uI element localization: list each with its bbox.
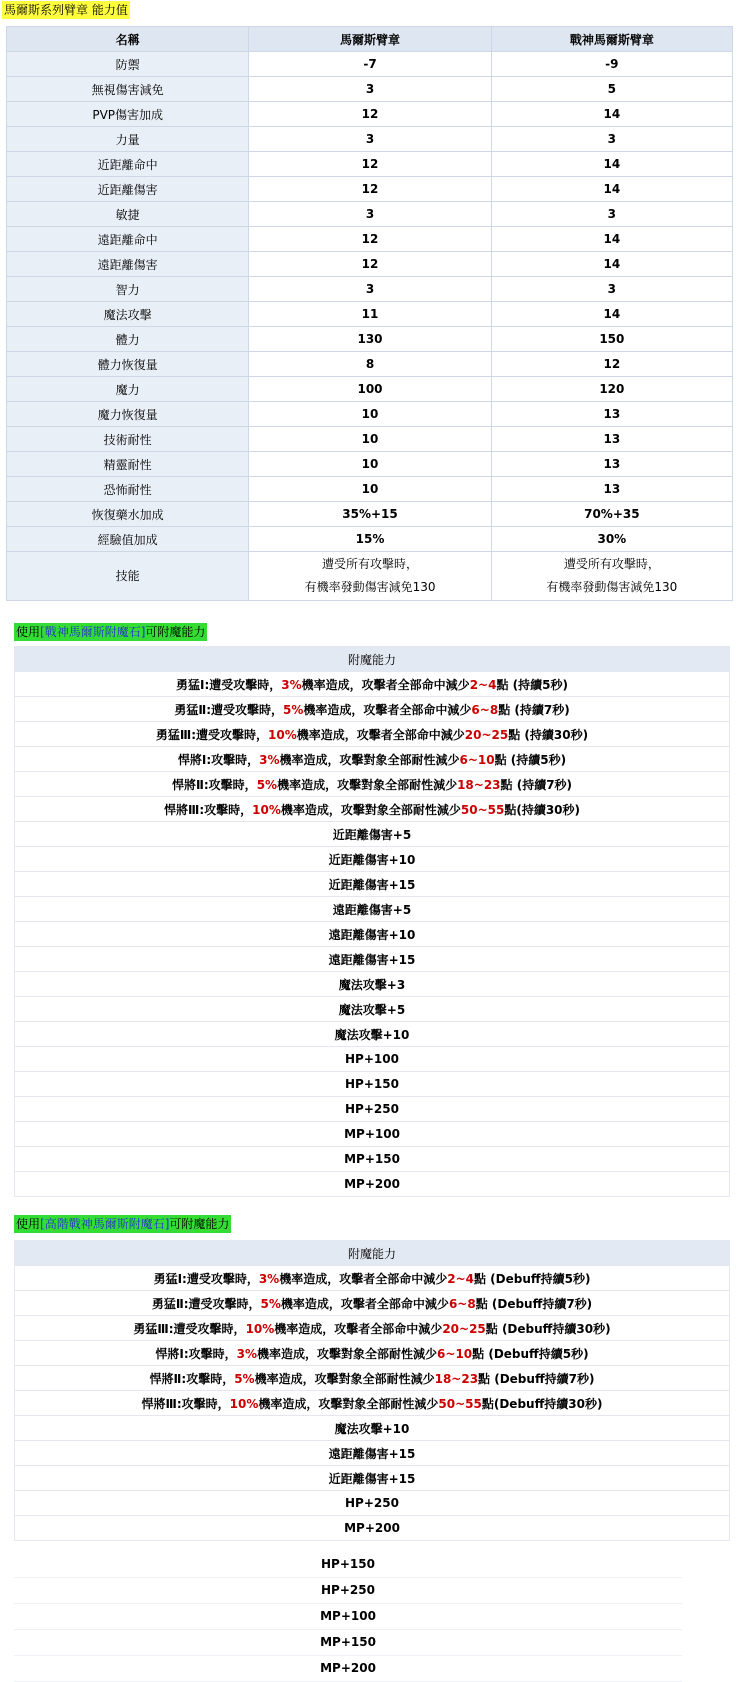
stat-value-cell: 70%+35 xyxy=(491,502,732,527)
stat-value-cell: 100 xyxy=(249,377,491,402)
table-row xyxy=(15,947,730,972)
enchant-ability-cell: HP+250 xyxy=(15,1097,730,1122)
ability-text: 機率造成，攻擊者全部命中減少 xyxy=(301,677,470,692)
stat-value-cell: -7 xyxy=(249,52,491,77)
table-row xyxy=(15,847,730,872)
stat-value-cell: 10 xyxy=(249,402,491,427)
table-row xyxy=(15,772,730,797)
table-row xyxy=(15,747,730,772)
table-row xyxy=(15,1266,730,1291)
table-row xyxy=(15,972,730,997)
ability-text: 機率造成，攻擊對象全部耐性減少 xyxy=(258,1396,439,1411)
enchant-ability-cell: 遠距離傷害+10 xyxy=(15,922,730,947)
table-row xyxy=(15,1416,730,1441)
stat-value-cell: 10 xyxy=(249,477,491,502)
table-row xyxy=(7,227,733,252)
table-row xyxy=(15,1366,730,1391)
ability-amount: 6~10 xyxy=(437,1346,473,1361)
table-row xyxy=(7,302,733,327)
table-row xyxy=(7,177,733,202)
ability-text: 勇猛Ⅱ:遭受攻擊時， xyxy=(174,702,284,717)
stat-name-cell: 力量 xyxy=(7,127,249,152)
enchant-ability-cell: 魔法攻擊+5 xyxy=(15,997,730,1022)
stat-value-cell: 5 xyxy=(491,77,732,102)
stat-value-cell: 13 xyxy=(491,477,732,502)
section2-enchant-table xyxy=(14,1240,730,1541)
ability-amount: 6~10 xyxy=(459,752,495,767)
stat-value-cell: 3 xyxy=(249,77,491,102)
stat-name-cell: 恐怖耐性 xyxy=(7,477,249,502)
ability-text: 悍將Ⅲ:攻擊時， xyxy=(141,1396,230,1411)
list-item: MP+100 xyxy=(14,1604,682,1630)
ability-text: 悍將Ⅱ:攻擊時， xyxy=(149,1371,235,1386)
ability-text: 機率造成，攻擊對象全部耐性減少 xyxy=(277,777,458,792)
ability-text: 點 (持續7秒) xyxy=(498,702,570,717)
table-row xyxy=(15,1316,730,1341)
table-row xyxy=(15,1441,730,1466)
ability-amount: 50~55 xyxy=(438,1396,482,1411)
stat-value-cell: 30% xyxy=(491,527,732,552)
table-row xyxy=(7,452,733,477)
enchant-ability-cell: 魔法攻擊+10 xyxy=(15,1416,730,1441)
enchant-ability-cell: 魔法攻擊+10 xyxy=(15,1022,730,1047)
table-row xyxy=(15,697,730,722)
section2-enchant-body xyxy=(15,1241,730,1541)
enchant-ability-cell xyxy=(15,697,730,722)
table-row xyxy=(7,277,733,302)
table-row xyxy=(15,1491,730,1516)
ability-chance: 3% xyxy=(258,1271,280,1286)
ability-text: 點 (持續30秒) xyxy=(508,727,589,742)
stat-value-cell: 14 xyxy=(491,252,732,277)
stat-name-cell: 經驗值加成 xyxy=(7,527,249,552)
enchant-ability-cell xyxy=(15,747,730,772)
table-row xyxy=(15,722,730,747)
ability-text: 機率造成，攻擊者全部命中減少 xyxy=(303,702,472,717)
stat-name-cell: 技術耐性 xyxy=(7,427,249,452)
table-row xyxy=(7,502,733,527)
ability-chance: 5% xyxy=(256,777,278,792)
enchant-ability-cell xyxy=(15,1366,730,1391)
ability-chance: 5% xyxy=(260,1296,281,1311)
enchant-ability-cell xyxy=(15,1316,730,1341)
ability-amount: 6~8 xyxy=(471,702,499,717)
table-row xyxy=(15,1341,730,1366)
stat-value-cell: 14 xyxy=(491,152,732,177)
ability-amount: 18~23 xyxy=(457,777,501,792)
ability-amount: 2~4 xyxy=(447,1271,474,1286)
stat-value-cell: 14 xyxy=(491,302,732,327)
stat-value-cell: 3 xyxy=(249,127,491,152)
trailing-list xyxy=(14,1552,682,1682)
ability-chance: 3% xyxy=(259,752,280,767)
enchant-header-cell: 附魔能力 xyxy=(15,647,730,672)
table-row xyxy=(7,402,733,427)
section2-label xyxy=(14,1215,231,1233)
stat-value-cell: 3 xyxy=(491,127,732,152)
skill-value-cell xyxy=(249,552,491,601)
section1-label xyxy=(14,623,207,641)
enchant-ability-cell: MP+150 xyxy=(15,1147,730,1172)
ability-text: 悍將Ⅲ:攻擊時， xyxy=(163,802,253,817)
stat-value-cell: 10 xyxy=(249,427,491,452)
enchant-ability-cell: 遠距離傷害+15 xyxy=(15,1441,730,1466)
skill-line: 有機率發動傷害減免130 xyxy=(304,580,436,594)
stat-value-cell: 3 xyxy=(249,202,491,227)
section1-label-post: 可附魔能力 xyxy=(145,625,206,639)
list-item: HP+250 xyxy=(14,1578,682,1604)
ability-amount: 18~23 xyxy=(434,1371,479,1386)
table-row xyxy=(15,897,730,922)
ability-text: 勇猛Ⅲ:遭受攻擊時， xyxy=(133,1321,246,1336)
stat-value-cell: -9 xyxy=(491,52,732,77)
skill-value-cell xyxy=(491,552,732,601)
stat-value-cell: 130 xyxy=(249,327,491,352)
enchant-ability-cell xyxy=(15,1266,730,1291)
table-row xyxy=(15,822,730,847)
list-item: MP+150 xyxy=(14,1630,682,1656)
table-row xyxy=(7,252,733,277)
stat-value-cell: 8 xyxy=(249,352,491,377)
stat-name-cell: 體力恢復量 xyxy=(7,352,249,377)
stat-value-cell: 12 xyxy=(249,177,491,202)
ability-text: 悍將Ⅰ:攻擊時， xyxy=(155,1346,237,1361)
ability-text: 點 (持續5秒) xyxy=(496,677,568,692)
table-row xyxy=(7,202,733,227)
stat-value-cell: 12 xyxy=(249,152,491,177)
ability-text: 悍將Ⅱ:攻擊時， xyxy=(171,777,257,792)
enchant-ability-cell: HP+100 xyxy=(15,1047,730,1072)
stat-value-cell: 14 xyxy=(491,227,732,252)
stat-value-cell: 13 xyxy=(491,427,732,452)
table-row xyxy=(7,52,733,77)
skill-line: 遭受所有攻擊時， xyxy=(322,557,419,571)
stat-name-cell: 遠距離命中 xyxy=(7,227,249,252)
section1-label-pre: 使用 xyxy=(16,625,41,639)
stat-name-cell: 近距離命中 xyxy=(7,152,249,177)
enchant-ability-cell xyxy=(15,1291,730,1316)
table-row xyxy=(7,152,733,177)
table-row xyxy=(15,672,730,697)
stat-value-cell: 14 xyxy=(491,177,732,202)
table-row xyxy=(7,527,733,552)
stat-value-cell: 12 xyxy=(491,352,732,377)
stat-value-cell: 10 xyxy=(249,452,491,477)
ability-chance: 5% xyxy=(283,702,304,717)
table-row xyxy=(7,327,733,352)
table-row xyxy=(7,127,733,152)
section1-enchant-body xyxy=(15,647,730,1197)
stats-header-cell: 名稱 xyxy=(7,27,249,52)
table-row xyxy=(7,427,733,452)
table-row xyxy=(7,77,733,102)
stat-name-cell: 體力 xyxy=(7,327,249,352)
ability-amount: 50~55 xyxy=(460,802,505,817)
stat-value-cell: 15% xyxy=(249,527,491,552)
stat-value-cell: 3 xyxy=(491,202,732,227)
ability-text: 機率造成，攻擊對象全部耐性減少 xyxy=(280,802,461,817)
ability-chance: 3% xyxy=(236,1346,258,1361)
table-row xyxy=(15,1391,730,1416)
ability-text: 機率造成，攻擊者全部命中減少 xyxy=(274,1321,443,1336)
table-row xyxy=(15,1022,730,1047)
stat-name-cell: 近距離傷害 xyxy=(7,177,249,202)
ability-amount: 2~4 xyxy=(469,677,497,692)
stat-value-cell: 35%+15 xyxy=(249,502,491,527)
stat-value-cell: 3 xyxy=(249,277,491,302)
table-row xyxy=(15,1291,730,1316)
stat-name-cell: 無視傷害減免 xyxy=(7,77,249,102)
stat-name-cell: 魔法攻擊 xyxy=(7,302,249,327)
skill-line: 遭受所有攻擊時， xyxy=(563,557,660,571)
ability-chance: 10% xyxy=(252,802,281,817)
ability-text: 點(Debuff持續30秒) xyxy=(481,1396,603,1411)
enchant-ability-cell: HP+150 xyxy=(15,1072,730,1097)
stat-value-cell: 14 xyxy=(491,102,732,127)
stat-value-cell: 120 xyxy=(491,377,732,402)
table-row xyxy=(15,1172,730,1197)
ability-text: 勇猛Ⅱ:遭受攻擊時， xyxy=(151,1296,261,1311)
skill-name-cell: 技能 xyxy=(7,552,249,601)
ability-amount: 6~8 xyxy=(448,1296,476,1311)
stat-value-cell: 12 xyxy=(249,102,491,127)
enchant-ability-cell: 遠距離傷害+15 xyxy=(15,947,730,972)
ability-text: 點 (Debuff持續7秒) xyxy=(478,1371,595,1386)
table-row xyxy=(15,1466,730,1491)
table-row xyxy=(15,797,730,822)
ability-text: 機率造成，攻擊對象全部耐性減少 xyxy=(257,1346,438,1361)
enchant-ability-cell xyxy=(15,797,730,822)
table-row xyxy=(15,1516,730,1541)
table-row xyxy=(15,1072,730,1097)
skill-line: 有機率發動傷害減免130 xyxy=(546,580,678,594)
stat-value-cell: 12 xyxy=(249,227,491,252)
ability-chance: 10% xyxy=(245,1321,275,1336)
table-row xyxy=(7,102,733,127)
table-row xyxy=(15,1097,730,1122)
enchant-header-row xyxy=(15,1241,730,1266)
ability-text: 點 (持續7秒) xyxy=(500,777,573,792)
skill-row xyxy=(7,552,733,601)
stat-value-cell: 12 xyxy=(249,252,491,277)
ability-text: 點 (Debuff持續5秒) xyxy=(473,1271,591,1286)
table-row xyxy=(7,477,733,502)
enchant-ability-cell xyxy=(15,672,730,697)
table-row xyxy=(15,1122,730,1147)
enchant-ability-cell: 近距離傷害+5 xyxy=(15,822,730,847)
ability-text: 機率造成，攻擊者全部命中減少 xyxy=(279,1271,448,1286)
enchant-ability-cell: MP+100 xyxy=(15,1122,730,1147)
ability-text: 點(持續30秒) xyxy=(504,802,581,817)
table-row xyxy=(15,1147,730,1172)
stat-value-cell: 13 xyxy=(491,402,732,427)
ability-text: 點 (持續5秒) xyxy=(494,752,567,767)
section2-label-post: 可附魔能力 xyxy=(169,1217,230,1231)
ability-text: 點 (Debuff持續7秒) xyxy=(475,1296,593,1311)
list-item: MP+200 xyxy=(14,1656,682,1682)
ability-text: 點 (Debuff持續30秒) xyxy=(485,1321,611,1336)
ability-text: 機率造成，攻擊對象全部耐性減少 xyxy=(279,752,460,767)
enchant-ability-cell: 近距離傷害+15 xyxy=(15,1466,730,1491)
page-title: 馬爾斯系列臂章 能力值 xyxy=(4,3,128,17)
enchant-ability-cell xyxy=(15,722,730,747)
enchant-ability-cell xyxy=(15,1391,730,1416)
table-row xyxy=(15,1047,730,1072)
enchant-ability-cell: HP+250 xyxy=(15,1491,730,1516)
ability-text: 機率造成，攻擊對象全部耐性減少 xyxy=(254,1371,435,1386)
stat-value-cell: 11 xyxy=(249,302,491,327)
section1-enchant-table xyxy=(14,646,730,1197)
stat-name-cell: PVP傷害加成 xyxy=(7,102,249,127)
stat-name-cell: 精靈耐性 xyxy=(7,452,249,477)
ability-text: 勇猛Ⅲ:遭受攻擊時， xyxy=(155,727,269,742)
table-row xyxy=(7,352,733,377)
ability-amount: 20~25 xyxy=(442,1321,486,1336)
stat-name-cell: 魔力恢復量 xyxy=(7,402,249,427)
table-row xyxy=(15,922,730,947)
stat-value-cell: 13 xyxy=(491,452,732,477)
stats-header-cell: 戰神馬爾斯臂章 xyxy=(491,27,732,52)
ability-text: 機率造成，攻擊者全部命中減少 xyxy=(296,727,465,742)
enchant-ability-cell: MP+200 xyxy=(15,1516,730,1541)
enchant-header-row xyxy=(15,647,730,672)
ability-chance: 3% xyxy=(281,677,302,692)
enchant-stone-link[interactable]: [戰神馬爾斯附魔石] xyxy=(40,625,146,639)
ability-chance: 5% xyxy=(234,1371,255,1386)
table-row xyxy=(15,872,730,897)
stat-value-cell: 3 xyxy=(491,277,732,302)
table-row xyxy=(15,997,730,1022)
ability-text: 機率造成，攻擊者全部命中減少 xyxy=(280,1296,449,1311)
ability-text: 勇猛Ⅰ:遭受攻擊時， xyxy=(176,677,282,692)
enchant-ability-cell xyxy=(15,772,730,797)
ability-text: 悍將Ⅰ:攻擊時， xyxy=(177,752,260,767)
ability-chance: 10% xyxy=(268,727,297,742)
enchant-ability-cell: 魔法攻擊+3 xyxy=(15,972,730,997)
enchant-ability-cell: 遠距離傷害+5 xyxy=(15,897,730,922)
stat-name-cell: 魔力 xyxy=(7,377,249,402)
stat-name-cell: 防禦 xyxy=(7,52,249,77)
ability-text: 勇猛Ⅰ:遭受攻擊時， xyxy=(153,1271,259,1286)
stats-table xyxy=(6,26,733,601)
stat-name-cell: 智力 xyxy=(7,277,249,302)
stats-table-body xyxy=(7,27,733,601)
stats-header-cell: 馬爾斯臂章 xyxy=(249,27,491,52)
ability-amount: 20~25 xyxy=(464,727,509,742)
advanced-enchant-stone-link[interactable]: [高階戰神馬爾斯附魔石] xyxy=(40,1217,170,1231)
enchant-ability-cell: 近距離傷害+15 xyxy=(15,872,730,897)
ability-text: 點 (Debuff持續5秒) xyxy=(472,1346,589,1361)
section2-label-pre: 使用 xyxy=(16,1217,41,1231)
list-item: HP+150 xyxy=(14,1552,682,1578)
ability-chance: 10% xyxy=(229,1396,259,1411)
stat-name-cell: 遠距離傷害 xyxy=(7,252,249,277)
table-row xyxy=(7,377,733,402)
stat-name-cell: 敏捷 xyxy=(7,202,249,227)
stat-value-cell: 150 xyxy=(491,327,732,352)
enchant-header-cell: 附魔能力 xyxy=(15,1241,730,1266)
stat-name-cell: 恢復藥水加成 xyxy=(7,502,249,527)
enchant-ability-cell: 近距離傷害+10 xyxy=(15,847,730,872)
enchant-ability-cell: MP+200 xyxy=(15,1172,730,1197)
enchant-ability-cell xyxy=(15,1341,730,1366)
stats-header-row xyxy=(7,27,733,52)
